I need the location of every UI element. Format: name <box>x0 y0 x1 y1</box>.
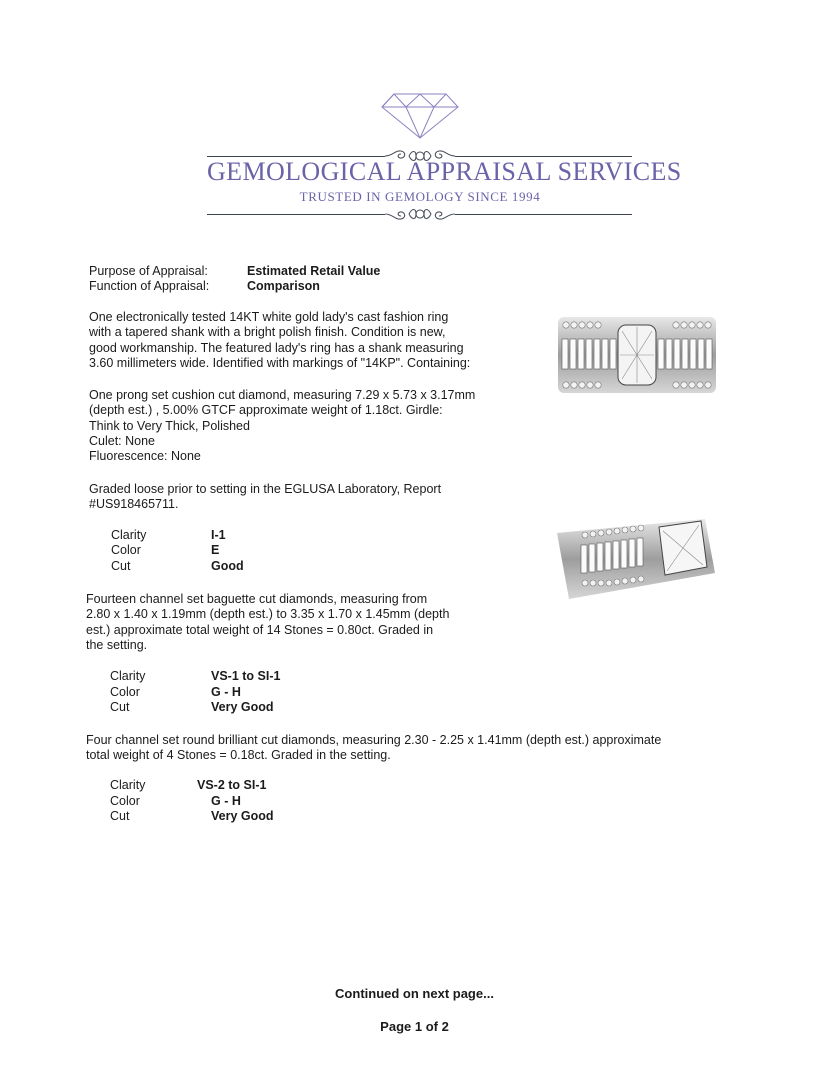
grade-label: Color <box>110 794 140 808</box>
continued-note: Continued on next page... <box>335 986 494 1001</box>
ornament-scroll-bottom-icon <box>383 204 457 224</box>
lab-report-line: #US918465711. <box>89 497 179 511</box>
brand-tagline: TRUSTED IN GEMOLOGY SINCE 1994 <box>299 189 541 204</box>
baguette-line: the setting. <box>86 638 148 652</box>
center-stone-line: Fluorescence: None <box>89 449 201 463</box>
baguette-line: 2.80 x 1.40 x 1.19mm (depth est.) to 3.35 x 1.70 x 1.45mm (depth <box>86 607 450 621</box>
grade-value: Very Good <box>211 700 274 714</box>
center-stone-line: (depth est.) , 5.00% GTCF approximate weight of 1.18ct. Girdle: <box>89 403 443 417</box>
purpose-label: Purpose of Appraisal: <box>89 264 208 278</box>
description-line: with a tapered shank with a bright polish finish. Condition is new, <box>89 325 446 339</box>
grade-label: Clarity <box>111 528 147 542</box>
description-line: 3.60 millimeters wide. Identified with markings of "14KP". Containing: <box>89 356 471 370</box>
grade-value: VS-2 to SI-1 <box>197 778 267 792</box>
grade-label: Cut <box>110 700 130 714</box>
ring-side-view-photo <box>555 513 717 601</box>
brand-name: GEMOLOGICAL APPRAISAL SERVICES <box>207 157 682 186</box>
grade-label: Cut <box>110 809 130 823</box>
grade-value: Good <box>211 559 244 573</box>
grade-label: Color <box>111 543 141 557</box>
grade-value: G - H <box>211 794 241 808</box>
lab-report-line: Graded loose prior to setting in the EGLUSA Laboratory, Report <box>89 482 442 496</box>
grade-value: G - H <box>211 685 241 699</box>
description-line: good workmanship. The featured lady's ring has a shank measuring <box>89 341 464 355</box>
header-rule-right-bottom <box>455 214 632 215</box>
grade-value: E <box>211 543 220 557</box>
grade-label: Clarity <box>110 669 146 683</box>
purpose-value: Estimated Retail Value <box>247 264 381 278</box>
round-stones-line: total weight of 4 Stones = 0.18ct. Graded in the setting. <box>86 748 391 762</box>
grade-label: Cut <box>111 559 131 573</box>
center-stone-line: Think to Very Thick, Polished <box>89 419 250 433</box>
diamond-logo-icon <box>380 92 460 140</box>
grade-label: Color <box>110 685 140 699</box>
baguette-line: est.) approximate total weight of 14 Stones = 0.80ct. Graded in <box>86 623 434 637</box>
function-label: Function of Appraisal: <box>89 279 210 293</box>
header-rule-left-bottom <box>207 214 385 215</box>
function-value: Comparison <box>247 279 320 293</box>
ring-top-view-photo <box>556 311 718 399</box>
center-stone-line: Culet: None <box>89 434 156 448</box>
grade-label: Clarity <box>110 778 146 792</box>
page-number: Page 1 of 2 <box>380 1019 449 1034</box>
grade-value: I-1 <box>211 528 226 542</box>
baguette-line: Fourteen channel set baguette cut diamonds, measuring from <box>86 592 428 606</box>
grade-value: VS-1 to SI-1 <box>211 669 281 683</box>
grade-value: Very Good <box>211 809 274 823</box>
description-line: One electronically tested 14KT white gold lady's cast fashion ring <box>89 310 449 324</box>
round-stones-line: Four channel set round brilliant cut diamonds, measuring 2.30 - 2.25 x 1.41mm (depth est.) approximate <box>86 733 662 747</box>
center-stone-line: One prong set cushion cut diamond, measuring 7.29 x 5.73 x 3.17mm <box>89 388 476 402</box>
